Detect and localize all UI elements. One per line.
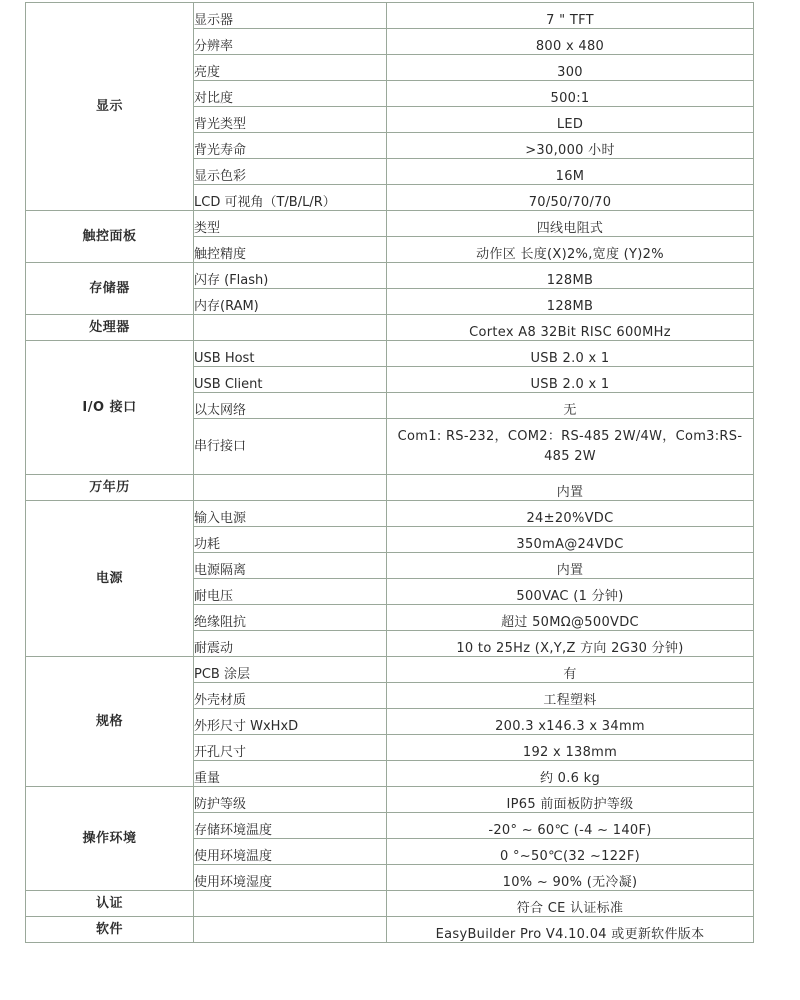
category-cell: 万年历 [26,475,194,501]
parameter-cell [194,917,387,943]
value-cell: 内置 [387,475,754,501]
parameter-cell: 串行接口 [194,419,387,475]
value-cell: 70/50/70/70 [387,185,754,211]
value-cell: 内置 [387,553,754,579]
value-cell: 16M [387,159,754,185]
parameter-cell: USB Client [194,367,387,393]
value-cell: 500VAC (1 分钟) [387,579,754,605]
parameter-cell: 外形尺寸 WxHxD [194,709,387,735]
value-cell: EasyBuilder Pro V4.10.04 或更新软件版本 [387,917,754,943]
category-cell: 显示 [26,3,194,211]
parameter-cell [194,315,387,341]
value-cell: IP65 前面板防护等级 [387,787,754,813]
value-cell: 128MB [387,263,754,289]
parameter-cell: 以太网络 [194,393,387,419]
table-row [26,341,754,367]
category-cell: 操作环境 [26,787,194,891]
parameter-cell: 输入电源 [194,501,387,527]
value-cell: 350mA@24VDC [387,527,754,553]
parameter-cell: 防护等级 [194,787,387,813]
value-cell: 工程塑料 [387,683,754,709]
value-cell: 符合 CE 认证标准 [387,891,754,917]
value-cell: 超过 50MΩ@500VDC [387,605,754,631]
value-cell: USB 2.0 x 1 [387,367,754,393]
value-cell: -20° ~ 60℃ (-4 ~ 140F) [387,813,754,839]
category-cell: 规格 [26,657,194,787]
table-row [26,787,754,813]
table-row [26,657,754,683]
table-row [26,501,754,527]
value-cell: 24±20%VDC [387,501,754,527]
category-cell: 触控面板 [26,211,194,263]
category-cell: I/O 接口 [26,341,194,475]
parameter-cell: 使用环境温度 [194,839,387,865]
value-cell: 128MB [387,289,754,315]
parameter-cell: 电源隔离 [194,553,387,579]
parameter-cell: 开孔尺寸 [194,735,387,761]
parameter-cell: 外壳材质 [194,683,387,709]
parameter-cell: 耐电压 [194,579,387,605]
parameter-cell: 背光类型 [194,107,387,133]
value-cell: Cortex A8 32Bit RISC 600MHz [387,315,754,341]
spec-table [25,2,754,943]
value-cell: 200.3 x146.3 x 34mm [387,709,754,735]
parameter-cell: 背光寿命 [194,133,387,159]
table-row [26,315,754,341]
parameter-cell: LCD 可视角（T/B/L/R） [194,185,387,211]
value-cell: 四线电阻式 [387,211,754,237]
parameter-cell: 存储环境温度 [194,813,387,839]
value-cell: USB 2.0 x 1 [387,341,754,367]
table-row [26,3,754,29]
category-cell: 存储器 [26,263,194,315]
table-row [26,263,754,289]
table-row [26,891,754,917]
parameter-cell: PCB 涂层 [194,657,387,683]
value-cell: 动作区 长度(X)2%,宽度 (Y)2% [387,237,754,263]
parameter-cell: USB Host [194,341,387,367]
parameter-cell: 显示器 [194,3,387,29]
category-cell: 认证 [26,891,194,917]
parameter-cell [194,475,387,501]
table-row [26,917,754,943]
category-cell: 软件 [26,917,194,943]
parameter-cell: 使用环境湿度 [194,865,387,891]
value-cell: 约 0.6 kg [387,761,754,787]
value-cell: 无 [387,393,754,419]
table-row [26,475,754,501]
parameter-cell: 功耗 [194,527,387,553]
value-cell: 800 x 480 [387,29,754,55]
spec-table-body [26,3,754,943]
category-cell: 电源 [26,501,194,657]
value-cell: 500:1 [387,81,754,107]
value-cell: 10% ~ 90% (无冷凝) [387,865,754,891]
category-cell: 处理器 [26,315,194,341]
parameter-cell: 显示色彩 [194,159,387,185]
parameter-cell: 类型 [194,211,387,237]
parameter-cell: 内存(RAM) [194,289,387,315]
parameter-cell: 触控精度 [194,237,387,263]
value-cell: LED [387,107,754,133]
parameter-cell: 重量 [194,761,387,787]
parameter-cell: 耐震动 [194,631,387,657]
parameter-cell: 绝缘阻抗 [194,605,387,631]
parameter-cell [194,891,387,917]
parameter-cell: 分辨率 [194,29,387,55]
value-cell: 300 [387,55,754,81]
value-cell: 7 " TFT [387,3,754,29]
value-cell: 0 °~50℃(32 ~122F) [387,839,754,865]
table-row [26,211,754,237]
parameter-cell: 闪存 (Flash) [194,263,387,289]
value-cell: 10 to 25Hz (X,Y,Z 方向 2G30 分钟) [387,631,754,657]
parameter-cell: 亮度 [194,55,387,81]
value-cell: Com1: RS-232，COM2：RS-485 2W/4W，Com3:RS-485 2W [387,419,754,475]
parameter-cell: 对比度 [194,81,387,107]
value-cell: >30,000 小时 [387,133,754,159]
value-cell: 有 [387,657,754,683]
value-cell: 192 x 138mm [387,735,754,761]
